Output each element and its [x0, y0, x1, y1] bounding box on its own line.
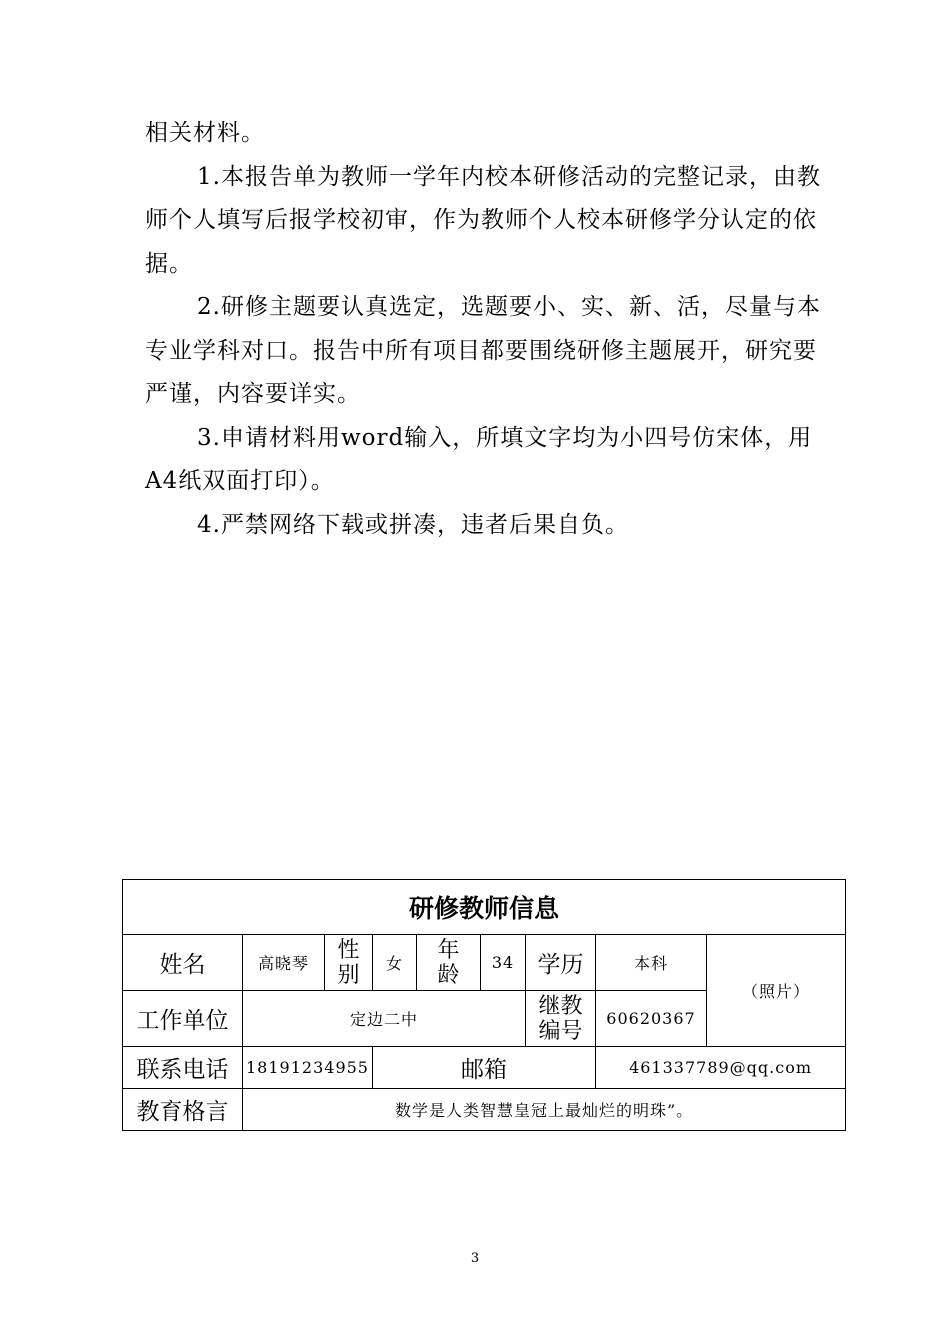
motto-label: 教育格言: [123, 1089, 243, 1131]
gender-value: 女: [373, 935, 417, 991]
education-value: 本科: [596, 935, 707, 991]
instruction-item-1: 1.本报告单为教师一学年内校本研修活动的完整记录，由教师个人填写后报学校初审，作为教师个人校本研修学分认定的依据。: [145, 163, 821, 277]
age-label-line2: 龄: [437, 962, 460, 988]
cont-edu-number-value: 60620367: [596, 991, 707, 1047]
phone-label: 联系电话: [123, 1047, 243, 1089]
age-label: [417, 935, 481, 991]
work-unit-label: 工作单位: [123, 991, 243, 1047]
instruction-item-2: 2.研修主题要认真选定，选题要小、实、新、活，尽量与本专业学科对口。报告中所有项目都要围绕研修主题展开，研究要严谨，内容要详实。: [145, 294, 821, 407]
phone-value: 18191234955: [243, 1047, 373, 1089]
photo-placeholder: （照片）: [707, 935, 846, 1047]
email-label: 邮箱: [373, 1047, 596, 1089]
gender-label-line1: 性: [337, 937, 360, 963]
work-unit-value: 定边二中: [243, 991, 526, 1047]
cont-edu-number-label: [526, 991, 596, 1047]
motto-value: 数学是人类智慧皇冠上最灿烂的明珠”。: [243, 1089, 846, 1131]
instruction-line-continued: 相关材料。: [145, 120, 265, 146]
name-label: 姓名: [123, 935, 243, 991]
gender-label: [325, 935, 373, 991]
cont-edu-label-line1: 继教: [538, 993, 583, 1019]
instructions-text: [145, 112, 825, 547]
age-label-line1: 年: [437, 937, 460, 963]
name-value: 高晓琴: [243, 935, 325, 991]
cont-edu-label-line2: 编号: [538, 1018, 583, 1044]
page-number: 3: [470, 1251, 480, 1266]
instruction-item-3: 3.申请材料用word输入，所填文字均为小四号仿宋体，用A4纸双面打印）。: [145, 424, 813, 494]
table-title: 研修教师信息: [123, 880, 846, 935]
education-label: 学历: [526, 935, 596, 991]
instruction-item-4: 4.严禁网络下载或拼凑，违者后果自负。: [197, 511, 629, 538]
email-value: 461337789@qq.com: [596, 1047, 846, 1089]
age-value: 34: [481, 935, 526, 991]
teacher-info-table: [122, 879, 846, 1131]
gender-label-line2: 别: [337, 962, 360, 988]
